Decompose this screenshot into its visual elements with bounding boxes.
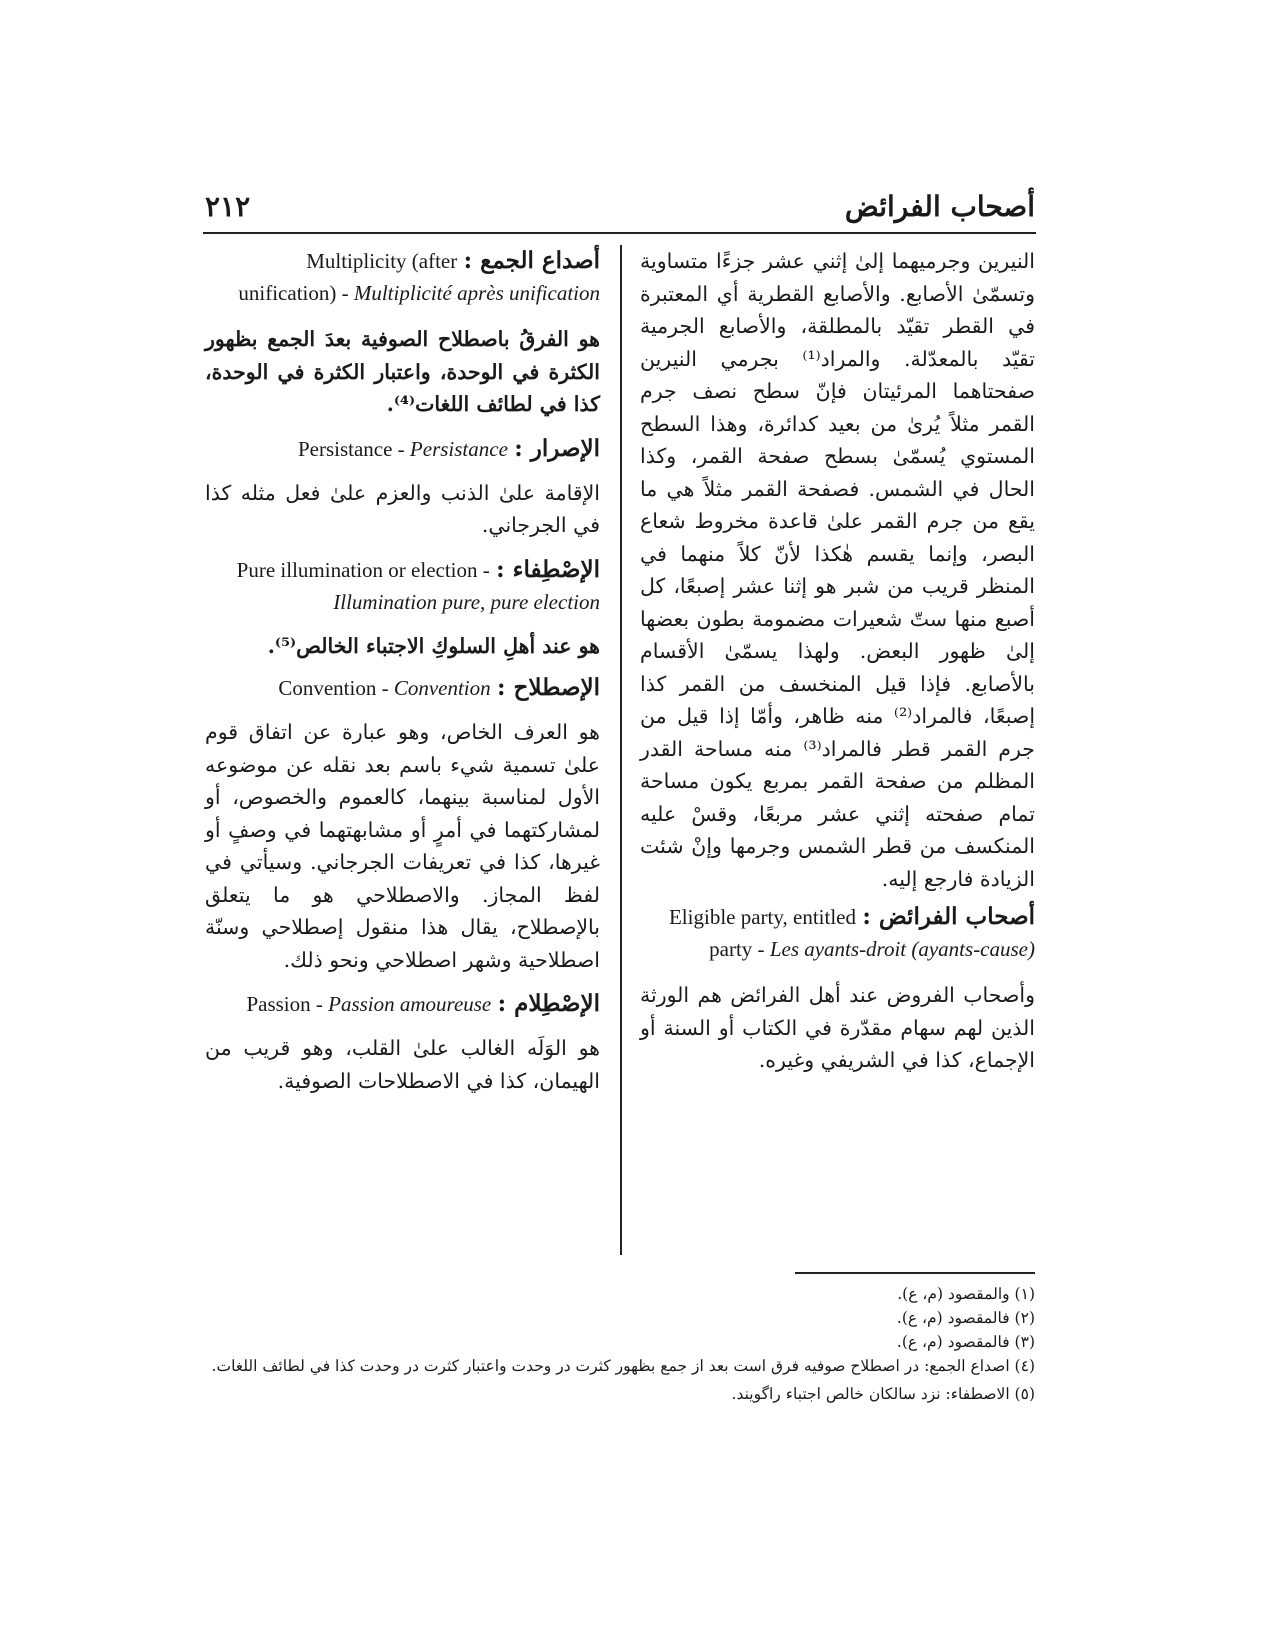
entry-english-term: Eligible party, entitled party - xyxy=(668,905,856,961)
entry-ashab-al-faraid: أصحاب الفرائض : Eligible party, entitled party - Les ayants-droit (ayants-cause) xyxy=(668,903,1035,961)
entry-arabic-term: الإصطلاح xyxy=(513,674,600,701)
entry-arabic-term: الإصرار xyxy=(530,434,600,462)
entry-french-term: Les ayants-droit (ayants-cause) xyxy=(769,937,1035,961)
entry-al-istilam: الإصْطِلام : Passion - Passion amoureuse xyxy=(246,990,600,1017)
left-column xyxy=(205,245,600,1097)
right-paragraph-2: وأصحاب الفروض عند أهل الفرائض هم الورثة الذين لهم سهام مقدّرة في الكتاب أو السنة أو الإجماع، كذا في الشريفي وغيره. xyxy=(640,983,1035,1072)
entry-french-term: Passion amoureuse xyxy=(328,992,492,1016)
entry-english-term: Persistance - xyxy=(297,436,410,461)
entry-french-term: Convention xyxy=(393,676,491,700)
page-number: ٢١٢ xyxy=(205,190,251,223)
footnote-3: (٣) فالمقصود (م، ع). xyxy=(896,1333,1035,1351)
entry-arabic-term: أصحاب الفرائض xyxy=(878,903,1035,930)
footnote-4: (٤) اصداع الجمع: در اصطلاح صوفيه فرق است بعد از جمع بظهور كثرت در وحدت واعتبار كثرت در وحدت كذا في لطائف اللغات. xyxy=(211,1357,1035,1375)
running-head-title: أصحاب الفرائض xyxy=(844,190,1035,223)
entry-arabic-term: الإصْطِفاء xyxy=(512,555,600,583)
left-paragraph-4: هو العرف الخاص، وهو عبارة عن اتفاق قوم علىٰ تسمية شيء باسم بعد نقله عن موضوعه الأول لمناسبة بينهما، كالعموم والخصوص، أو لمشاركتهما في أمرٍ أو مشابهتهما في وصفٍ أو غيرها، كذا في تعريفات الجرجاني. وسيأتي في لفظ المجاز. والاصطلاحي هو ما يتعلق بالإصطلاح، يقال هذا منقول إصطلاحي وسنّة اصطلاحية وشهر اصطلاحي ونحو ذلك. xyxy=(205,720,600,972)
left-paragraph-2: الإقامة علىٰ الذنب والعزم علىٰ فعل مثله كذا في الجرجاني. xyxy=(205,480,600,537)
header-rule xyxy=(203,232,1036,234)
entry-arabic-term: أصداع الجمع xyxy=(480,247,600,274)
entry-french-term: Persistance xyxy=(409,436,508,461)
entry-english-term: Passion - xyxy=(246,992,329,1016)
entry-al-istilah: الإصطلاح : Convention - Convention xyxy=(278,674,600,701)
footnote-rule xyxy=(795,1272,1035,1274)
entry-english-term: Pure illumination or election - xyxy=(236,557,490,582)
entry-arabic-term: الإصْطِلام xyxy=(514,990,600,1017)
right-column xyxy=(640,245,1035,1077)
entry-al-istifa: الإصْطِفاء : Pure illumination or election - Illumination pure, pure election xyxy=(236,555,600,614)
footnote-5: (٥) الاصطفاء: نزد سالكان خالص اجتباء راگويند. xyxy=(731,1385,1035,1403)
footnote-2: (٢) فالمقصود (م، ع). xyxy=(896,1309,1035,1327)
entry-al-israr: الإصرار : Persistance - Persistance xyxy=(297,434,600,462)
right-paragraph-1: النيرين وجرميهما إلىٰ إثني عشر جزءًا متساوية وتسمّىٰ الأصابع. والأصابع القطرية أي المعتبرة في القطر تقيّد بالمطلقة، والأصابع الجرمية تقيّد بالمعدّلة. والمراد⁽¹⁾ بجرمي النيرين صفحتاهما المرئيتان فإنّ سطح نصف جرم القمر مثلاً يُرىٰ من بعيد كدائرة، وهذا السطح المستوي يُسمّىٰ بسطح صفحة القمر، وكذا الحال في الشمس. فصفحة القمر مثلاً هي ما يقع من جرم القمر علىٰ قاعدة مخروط شعاع البصر، وإنما يقسم هٰكذا لأنّ كلاً منهما في المنظر قريب من شبر هو إثنا عشر إصبعًا، كل أصبع منها ستّ شعيرات مضمومة بطون بعضها إلىٰ ظهور البعض. ولهذا يسمّىٰ الأقسام بالأصابع. فإذا قيل المنخسف من القمر كذا إصبعًا، فالمراد⁽²⁾ منه ظاهر، وأمّا إذا قيل من جرم القمر قطر فالمراد⁽³⁾ منه مساحة القدر المظلم من صفحة القمر بمربع يكون مساحة تمام صفحته إثني عشر مربعًا، وقسْ عليه المنكسف من قطر الشمس وجرمها وإنْ شئت الزيادة فارجع إليه. xyxy=(640,249,1036,891)
entry-english-term: Multiplicity (after unification) - xyxy=(238,249,458,305)
column-divider xyxy=(620,245,622,1255)
entry-french-term: Multiplicité après unification xyxy=(353,281,600,305)
left-paragraph-3: هو عند أهلِ السلوكِ الاجتباء الخالص⁽⁵⁾. xyxy=(267,633,600,658)
entry-french-term: Illumination pure, pure election xyxy=(333,589,600,614)
left-paragraph-1: هو الفرقُ باصطلاح الصوفية بعدَ الجمع بظهور الكثرة في الوحدة، واعتبار الكثرة في الوحدة، كذا في لطائف اللغات⁽⁴⁾. xyxy=(205,327,600,416)
entry-asda-al-jam: أصداع الجمع : Multiplicity (after unification) - Multiplicité après unification xyxy=(238,247,600,305)
entry-english-term: Convention - xyxy=(278,676,394,700)
footnote-1: (١) والمقصود (م، ع). xyxy=(897,1285,1035,1303)
footnotes xyxy=(205,1282,1035,1406)
left-paragraph-5: هو الوَلَه الغالب علىٰ القلب، وهو قريب من الهيمان، كذا في الاصطلاحات الصوفية. xyxy=(205,1036,600,1093)
